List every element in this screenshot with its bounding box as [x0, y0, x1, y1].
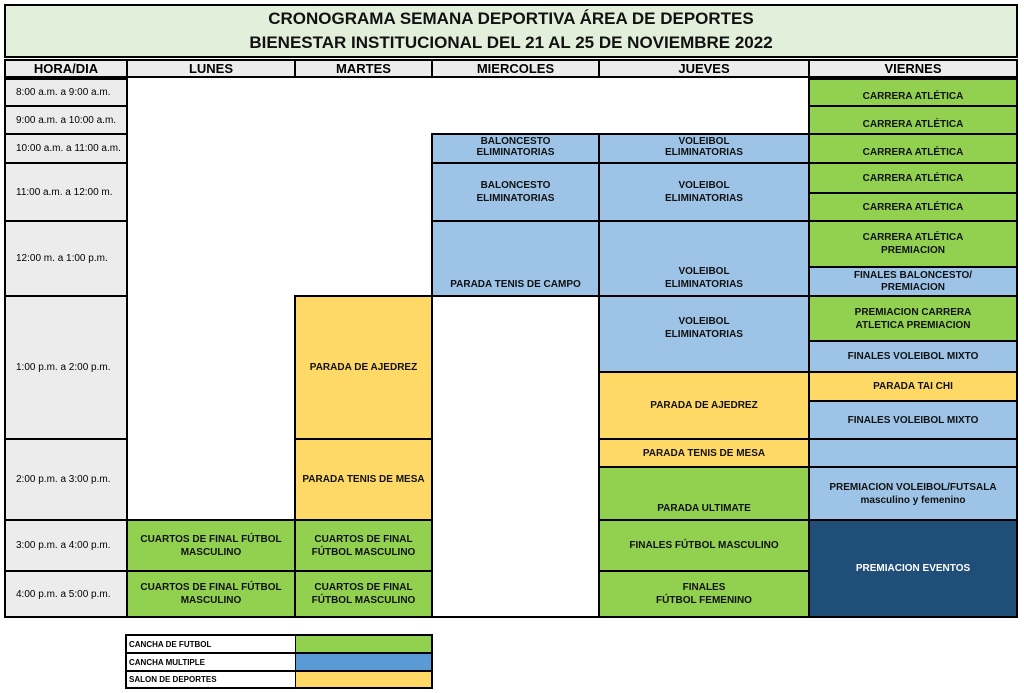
header-martes: MARTES	[294, 59, 433, 78]
legend-swatch-green	[295, 635, 432, 653]
event-cell-martes: CUARTOS DE FINAL FÚTBOL MASCULINO	[294, 570, 433, 618]
header-hora-dia: HORA/DIA	[4, 59, 128, 78]
event-cell-jueves: PARADA DE AJEDREZ	[598, 371, 810, 440]
event-cell-viernes: CARRERA ATLÉTICA	[808, 162, 1018, 194]
schedule-title	[4, 4, 1018, 58]
event-cell-martes: CUARTOS DE FINAL FÚTBOL MASCULINO	[294, 519, 433, 572]
time-slot: 12:00 m. a 1:00 p.m.	[4, 220, 128, 297]
event-cell-viernes: CARRERA ATLÉTICA	[808, 78, 1018, 107]
event-cell-viernes: PREMIACION CARRERA ATLETICA PREMIACION	[808, 295, 1018, 342]
time-slot: 2:00 p.m. a 3:00 p.m.	[4, 438, 128, 521]
legend-label: CANCHA DE FUTBOL	[126, 635, 295, 653]
event-cell-viernes: CARRERA ATLÉTICA	[808, 133, 1018, 164]
event-cell-jueves: FINALES FÚTBOL MASCULINO	[598, 519, 810, 572]
header-viernes: VIERNES	[808, 59, 1018, 78]
empty-cell-miercoles	[431, 295, 600, 618]
event-cell-jueves: FINALES FÚTBOL FEMENINO	[598, 570, 810, 618]
event-cell-viernes: FINALES VOLEIBOL MIXTO	[808, 400, 1018, 440]
event-cell-jueves: VOLEIBOL ELIMINATORIAS	[598, 162, 810, 222]
event-cell-jueves: VOLEIBOL ELIMINATORIAS	[598, 133, 810, 164]
event-cell-viernes: FINALES VOLEIBOL MIXTO	[808, 340, 1018, 373]
time-slot: 1:00 p.m. a 2:00 p.m.	[4, 295, 128, 440]
event-cell-miercoles: BALONCESTO ELIMINATORIAS	[431, 133, 600, 164]
event-cell-miercoles: BALONCESTO ELIMINATORIAS	[431, 162, 600, 222]
time-slot: 9:00 a.m. a 10:00 a.m.	[4, 105, 128, 135]
event-cell-viernes: CARRERA ATLÉTICA	[808, 192, 1018, 222]
time-slot: 11:00 a.m. a 12:00 m.	[4, 162, 128, 222]
event-cell-viernes: CARRERA ATLÉTICA PREMIACION	[808, 220, 1018, 268]
event-cell-martes: PARADA DE AJEDREZ	[294, 295, 433, 440]
event-cell-viernes: FINALES BALONCESTO/ PREMIACION	[808, 266, 1018, 297]
title-line-2: BIENESTAR INSTITUCIONAL DEL 21 AL 25 DE NOVIEMBRE 2022	[249, 33, 773, 52]
event-cell-jueves: PARADA TENIS DE MESA	[598, 438, 810, 468]
event-cell-viernes: CARRERA ATLÉTICA	[808, 105, 1018, 135]
time-slot: 4:00 p.m. a 5:00 p.m.	[4, 570, 128, 618]
event-cell-viernes: PREMIACION VOLEIBOL/FUTSALA masculino y femenino	[808, 466, 1018, 521]
event-cell-lunes: CUARTOS DE FINAL FÚTBOL MASCULINO	[126, 570, 296, 618]
event-cell-miercoles: PARADA TENIS DE CAMPO	[431, 220, 600, 297]
time-slot: 10:00 a.m. a 11:00 a.m.	[4, 133, 128, 164]
event-cell-jueves: VOLEIBOL ELIMINATORIAS	[598, 295, 810, 373]
header-jueves: JUEVES	[598, 59, 810, 78]
event-cell-viernes-empty	[808, 438, 1018, 468]
title-line-1: CRONOGRAMA SEMANA DEPORTIVA ÁREA DE DEPORTES	[268, 9, 754, 28]
event-cell-martes: PARADA TENIS DE MESA	[294, 438, 433, 521]
time-slot: 3:00 p.m. a 4:00 p.m.	[4, 519, 128, 572]
legend-swatch-blue	[295, 653, 432, 671]
event-cell-viernes: PARADA TAI CHI	[808, 371, 1018, 402]
event-cell-jueves: PARADA ULTIMATE	[598, 466, 810, 521]
legend-label: CANCHA MULTIPLE	[126, 653, 295, 671]
time-slot: 8:00 a.m. a 9:00 a.m.	[4, 78, 128, 107]
header-lunes: LUNES	[126, 59, 296, 78]
header-miercoles: MIERCOLES	[431, 59, 600, 78]
legend-label: SALON DE DEPORTES	[126, 671, 295, 688]
legend-swatch-yellow	[295, 671, 432, 688]
event-cell-jueves: VOLEIBOL ELIMINATORIAS	[598, 220, 810, 297]
event-cell-viernes: PREMIACION EVENTOS	[808, 519, 1018, 618]
event-cell-lunes: CUARTOS DE FINAL FÚTBOL MASCULINO	[126, 519, 296, 572]
